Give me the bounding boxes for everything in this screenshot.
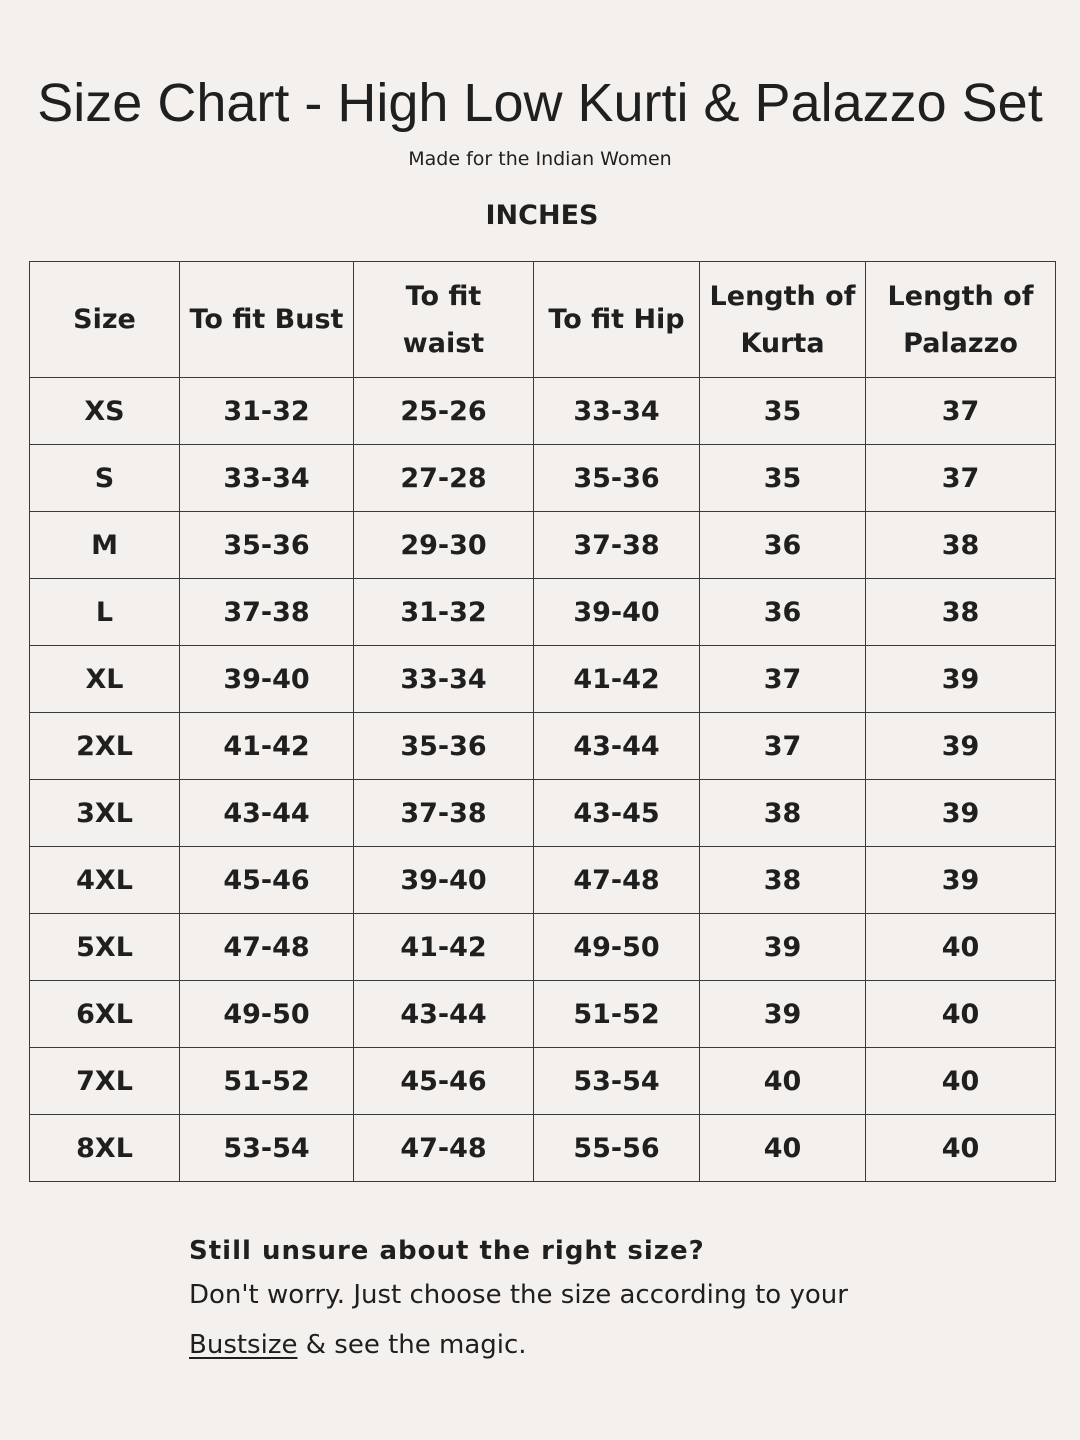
table-cell-waist: 47-48 [354,1115,534,1182]
table-cell-kurta-length: 36 [700,512,866,579]
table-cell-waist: 43-44 [354,981,534,1048]
table-cell-bust: 33-34 [180,445,354,512]
table-cell-bust: 47-48 [180,914,354,981]
table-cell-size: S [30,445,180,512]
table-body [30,378,1056,1182]
table-row [30,646,1056,713]
table-row [30,378,1056,445]
table-cell-waist: 29-30 [354,512,534,579]
unit-label: INCHES [485,200,599,231]
column-header-text: To fit Hip [548,304,685,335]
table-cell-kurta-length: 38 [700,847,866,914]
table-cell-hip: 33-34 [534,378,700,445]
table-cell-kurta-length: 37 [700,713,866,780]
table-cell-waist: 25-26 [354,378,534,445]
table-cell-kurta-length: 39 [700,981,866,1048]
table-cell-hip: 47-48 [534,847,700,914]
table-cell-size: 3XL [30,780,180,847]
table-cell-kurta-length: 40 [700,1115,866,1182]
table-cell-bust: 51-52 [180,1048,354,1115]
table-cell-size: 2XL [30,713,180,780]
table-cell-palazzo-length: 40 [866,1115,1056,1182]
table-cell-kurta-length: 35 [700,378,866,445]
table-cell-kurta-length: 38 [700,780,866,847]
table-cell-hip: 39-40 [534,579,700,646]
table-cell-size: 8XL [30,1115,180,1182]
page-title: Size Chart - High Low Kurti & Palazzo Set [37,73,1043,133]
column-header-text: waist [402,327,485,359]
table-cell-waist: 31-32 [354,579,534,646]
table-row [30,1115,1056,1182]
help-text [189,1270,1049,1370]
column-header-waist [354,262,534,378]
table-row [30,981,1056,1048]
table-row [30,914,1056,981]
table-cell-kurta-length: 37 [700,646,866,713]
table-cell-kurta-length: 35 [700,445,866,512]
table-cell-hip: 43-44 [534,713,700,780]
table-row [30,713,1056,780]
table-cell-hip: 53-54 [534,1048,700,1115]
column-header-kurta-length [700,262,866,378]
table-cell-palazzo-length: 40 [866,1048,1056,1115]
table-cell-size: 4XL [30,847,180,914]
table-cell-palazzo-length: 37 [866,445,1056,512]
column-header-text: Size [73,304,136,335]
table-row [30,512,1056,579]
table-cell-size: XS [30,378,180,445]
help-heading: Still unsure about the right size? [189,1236,705,1266]
table-cell-waist: 35-36 [354,713,534,780]
table-cell-bust: 41-42 [180,713,354,780]
size-chart-table [29,261,1056,1182]
table-cell-waist: 45-46 [354,1048,534,1115]
table-row [30,780,1056,847]
column-header-text: Palazzo [903,327,1018,359]
table-cell-palazzo-length: 40 [866,981,1056,1048]
table-cell-palazzo-length: 38 [866,512,1056,579]
table-cell-kurta-length: 40 [700,1048,866,1115]
table-cell-hip: 43-45 [534,780,700,847]
table-row [30,445,1056,512]
table-cell-palazzo-length: 39 [866,713,1056,780]
column-header-text: To fit [405,280,482,312]
table-cell-size: L [30,579,180,646]
table-cell-palazzo-length: 39 [866,847,1056,914]
column-header-hip [534,262,700,378]
table-cell-waist: 39-40 [354,847,534,914]
table-header-row [30,262,1056,378]
table-cell-bust: 31-32 [180,378,354,445]
table-cell-bust: 43-44 [180,780,354,847]
table-cell-hip: 35-36 [534,445,700,512]
size-help-footer [189,1232,1049,1370]
table-cell-bust: 49-50 [180,981,354,1048]
column-header-bust [180,262,354,378]
table-row [30,579,1056,646]
table-row [30,1048,1056,1115]
table-cell-kurta-length: 39 [700,914,866,981]
table-cell-size: 5XL [30,914,180,981]
table-cell-size: XL [30,646,180,713]
table-cell-palazzo-length: 39 [866,780,1056,847]
column-header-text: To fit Bust [189,304,344,335]
table-cell-palazzo-length: 39 [866,646,1056,713]
table-cell-waist: 41-42 [354,914,534,981]
table-cell-waist: 27-28 [354,445,534,512]
table-cell-hip: 55-56 [534,1115,700,1182]
table-cell-size: M [30,512,180,579]
column-header-text: Length of [887,280,1034,312]
table-cell-palazzo-length: 38 [866,579,1056,646]
table-cell-waist: 37-38 [354,780,534,847]
table-cell-bust: 39-40 [180,646,354,713]
table-cell-palazzo-length: 37 [866,378,1056,445]
table-row [30,847,1056,914]
table-cell-bust: 35-36 [180,512,354,579]
column-header-text: Kurta [740,327,825,359]
table-cell-hip: 41-42 [534,646,700,713]
table-cell-hip: 37-38 [534,512,700,579]
column-header-text: Length of [709,280,856,312]
table-cell-waist: 33-34 [354,646,534,713]
table-cell-palazzo-length: 40 [866,914,1056,981]
table-cell-hip: 51-52 [534,981,700,1048]
table-cell-bust: 45-46 [180,847,354,914]
table-cell-hip: 49-50 [534,914,700,981]
table-cell-kurta-length: 36 [700,579,866,646]
bustsize-link[interactable]: Bustsize [189,1330,298,1360]
table-cell-bust: 37-38 [180,579,354,646]
table-cell-size: 7XL [30,1048,180,1115]
help-text-line2: & see the magic. [297,1330,527,1360]
table-cell-bust: 53-54 [180,1115,354,1182]
page-subtitle: Made for the Indian Women [408,148,672,170]
help-text-line1: Don't worry. Just choose the size according to your [189,1280,848,1310]
table-cell-size: 6XL [30,981,180,1048]
column-header-size [30,262,180,378]
column-header-palazzo-length [866,262,1056,378]
